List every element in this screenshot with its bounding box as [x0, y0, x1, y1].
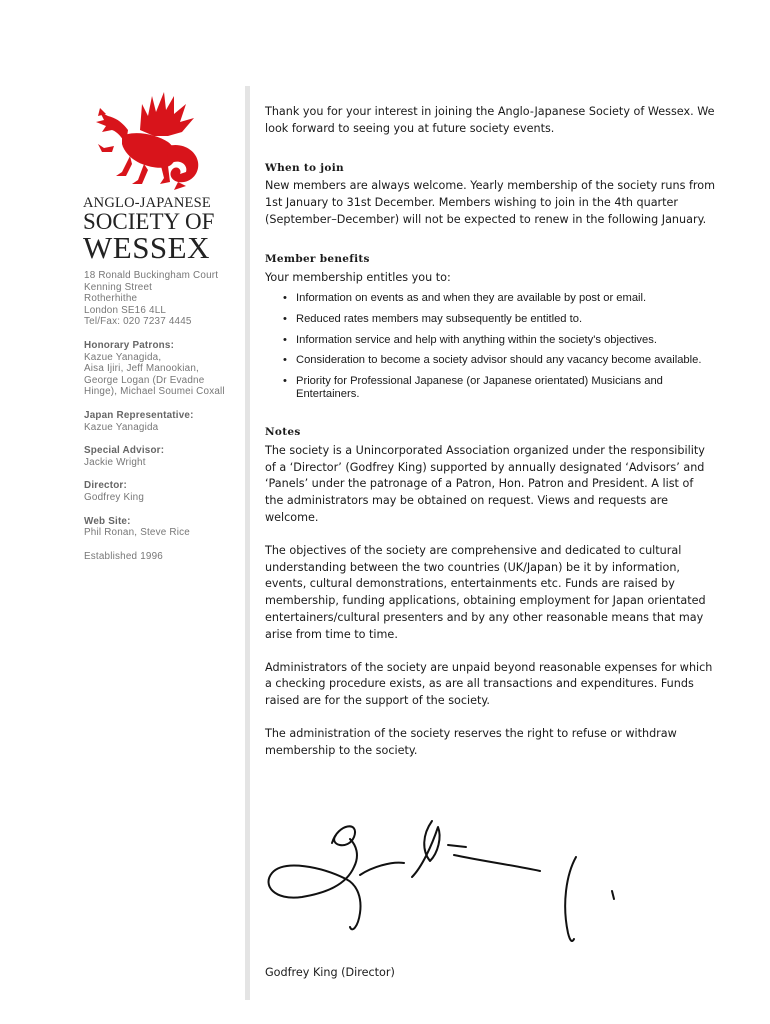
benefit-text: Consideration to become a society advisor should any vacancy become available. — [296, 354, 702, 367]
special-advisor-value: Jackie Wright — [84, 456, 146, 468]
website-value: Phil Ronan, Steve Rice — [84, 527, 190, 539]
website-block — [84, 516, 244, 539]
benefits-list — [265, 292, 715, 402]
member-benefits-lead: Your membership entitles you to: — [265, 270, 451, 284]
notes-paragraph: The objectives of the society are comprehensive and dedicated to cultural understanding between the two countries (UK/Japan) be it by information, events, cultural demonstrations, entertainments etc. Funds are raised by membership, funding applications, obtaining employment for Japan orientated entertainers/cultural presenters and by any other reasonable means that may arise from time to time. — [265, 543, 706, 641]
patrons-line: Hinge), Michael Soumei Coxall — [84, 386, 225, 398]
established-text: Established 1996 — [84, 550, 163, 562]
address-line: Kenning Street — [84, 281, 153, 293]
wordmark-line-3: WESSEX — [83, 230, 210, 265]
established-block — [84, 551, 244, 563]
address-line: 18 Ronald Buckingham Court — [84, 270, 219, 281]
benefit-text: Reduced rates members may subsequently be entitled to. — [296, 312, 583, 325]
benefit-text: Information on events as and when they are available by post or email. — [296, 292, 647, 305]
benefit-text: Information service and help with anything within the society's objectives. — [296, 333, 657, 346]
when-to-join-section — [265, 160, 715, 229]
address-line: Rotherhithe — [84, 293, 138, 305]
notes-heading: Notes — [265, 425, 301, 438]
benefit-text: Priority for Professional Japanese (or Japanese orientated) Musicians and Entertainers. — [296, 374, 663, 401]
address-block — [84, 270, 244, 328]
notes-section — [265, 424, 715, 760]
society-wordmark — [83, 196, 243, 263]
website-heading: Web Site: — [84, 515, 131, 527]
wordmark-line-2: SOCIETY OF — [83, 209, 215, 234]
director-block — [84, 480, 244, 503]
when-to-join-text: New members are always welcome. Yearly membership of the society runs from 1st January to 31st December. Members wishing to join in the 4th quarter (September–December) will not be expected to renew in the following January. — [265, 179, 716, 226]
patrons-line: George Logan (Dr Evadne — [84, 374, 205, 386]
vertical-divider — [245, 86, 250, 1000]
notes-paragraph: Administrators of the society are unpaid beyond reasonable expenses for which a checking procedure exists, as are all transactions and expenditures. Funds raised are for the support of the society. — [265, 660, 713, 708]
patrons-heading: Honorary Patrons: — [84, 339, 175, 351]
letterhead-sidebar — [0, 0, 246, 1024]
phone-line: Tel/Fax: 020 7237 4445 — [84, 316, 192, 328]
list-item — [265, 354, 715, 368]
special-advisor-heading: Special Advisor: — [84, 445, 165, 457]
patrons-line: Kazue Yanagida, — [84, 351, 162, 363]
bullet-icon: • — [283, 374, 287, 387]
member-benefits-section — [265, 251, 715, 402]
letter-body — [265, 104, 715, 781]
list-item — [265, 334, 715, 348]
contact-info — [84, 270, 244, 574]
bullet-icon: • — [283, 292, 287, 305]
patrons-block — [84, 340, 244, 398]
bullet-icon: • — [283, 333, 287, 346]
bullet-icon: • — [283, 354, 287, 367]
list-item — [265, 292, 715, 306]
wordmark-line-1: ANGLO-JAPANESE — [83, 195, 211, 211]
when-to-join-heading: When to join — [265, 161, 344, 174]
welsh-dragon-icon — [82, 86, 212, 196]
director-heading: Director: — [84, 480, 127, 492]
intro-paragraph: Thank you for your interest in joining the Anglo-Japanese Society of Wessex. We look forward to seeing you at future society events. — [265, 105, 715, 135]
member-benefits-heading: Member benefits — [265, 252, 370, 265]
patrons-line: Aisa Ijiri, Jeff Manookian, — [84, 363, 199, 375]
notes-paragraph: The administration of the society reserves the right to refuse or withdraw membership to the society. — [265, 726, 677, 757]
notes-paragraph: The society is a Unincorporated Association organized under the responsibility of a ‘Director’ (Godfrey King) supported by annually designated ‘Advisors’ and ‘Panels’ under the patronage of a Patron, Hon. Patron and President. A list of the administrators may be obtained on request. Views and requests are welcome. — [265, 443, 705, 524]
special-advisor-block — [84, 445, 244, 468]
japan-rep-heading: Japan Representative: — [84, 409, 194, 421]
address-line: London SE16 4LL — [84, 304, 167, 316]
list-item — [265, 313, 715, 327]
director-value: Godfrey King — [84, 491, 145, 503]
bullet-icon: • — [283, 312, 287, 325]
japan-rep-block — [84, 410, 244, 433]
list-item — [265, 375, 715, 402]
japan-rep-value: Kazue Yanagida — [84, 421, 159, 433]
signer-name: Godfrey King (Director) — [265, 966, 395, 979]
handwritten-signature — [262, 815, 642, 965]
